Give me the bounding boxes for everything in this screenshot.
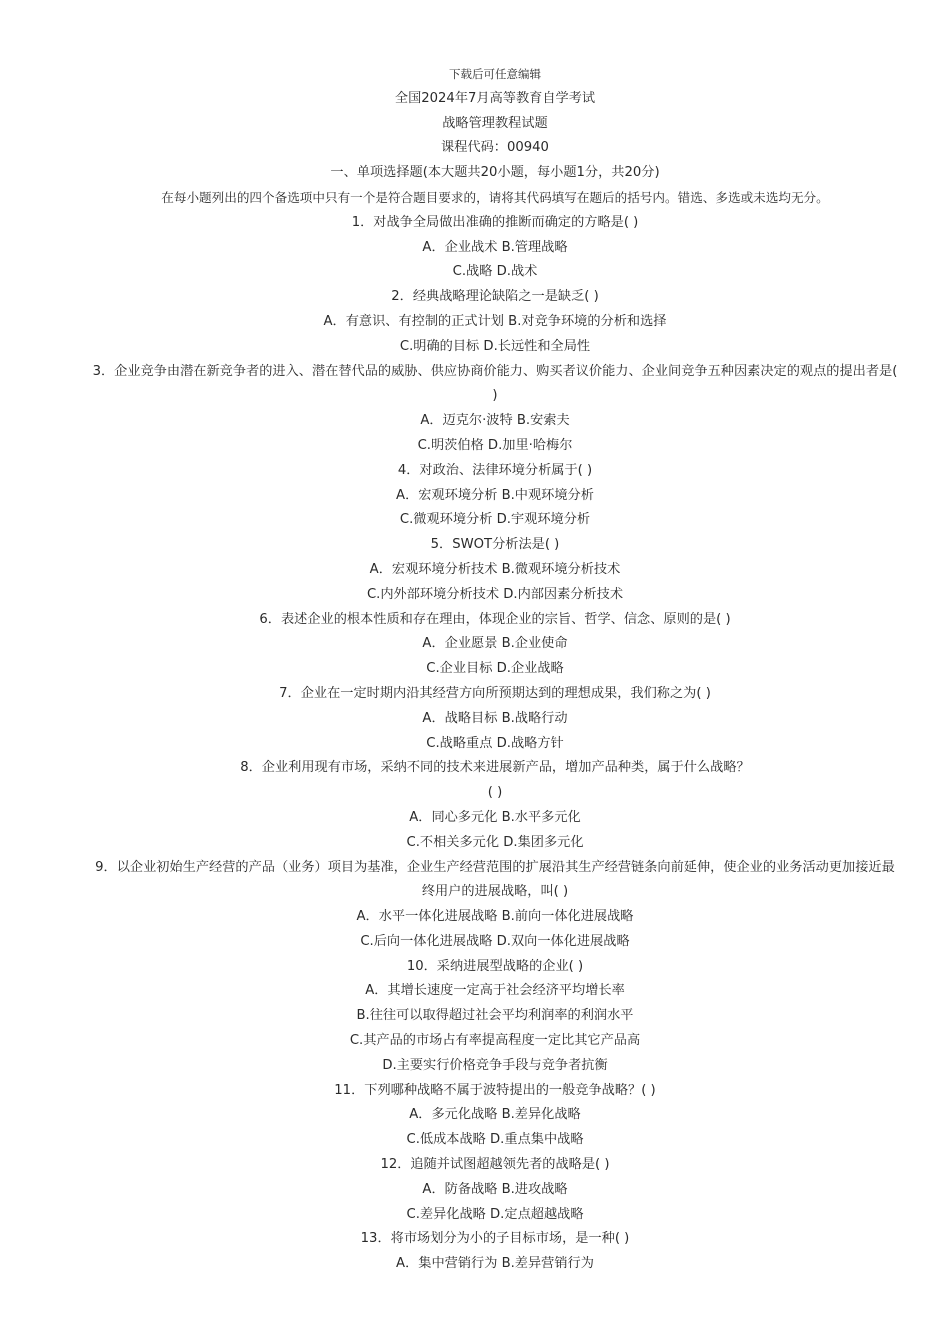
section-heading: 一、单项选择题(本大题共20小题，每小题1分，共20分) xyxy=(330,165,660,181)
question-options: A．多元化战略 B.差异化战略 xyxy=(409,1107,581,1123)
question-options: A．宏观环境分析技术 B.微观环境分析技术 xyxy=(369,561,621,577)
question-options: C.战略 D.战术 xyxy=(452,264,538,280)
exam-title: 全国2024年7月高等教育自学考试 xyxy=(394,90,596,106)
question-options: B.往往可以取得超过社会平均利润率的利润水平 xyxy=(356,1008,634,1024)
subject-title: 战略管理教程试题 xyxy=(442,115,548,131)
question-options: A．企业愿景 B.企业使命 xyxy=(422,636,568,652)
question-stem: 9．以企业初始生产经营的产品（业务）项目为基准，企业生产经营范围的扩展沿其生产经营链条向前延伸，使企业的业务活动更加接近最终用户的进展战略，叫( ) xyxy=(95,859,895,900)
question-stem: 7．企业在一定时期内沿其经营方向所预期达到的理想成果，我们称之为( ) xyxy=(279,685,711,701)
question-stem: 13．将市场划分为小的子目标市场，是一种( ) xyxy=(360,1231,630,1247)
question-options: A．防备战略 B.进攻战略 xyxy=(422,1181,568,1197)
question-options: C.战略重点 D.战略方针 xyxy=(426,735,564,751)
question-options: C.企业目标 D.企业战略 xyxy=(426,661,564,677)
question-options: D.主要实行价格竞争手段与竞争者抗衡 xyxy=(382,1057,608,1073)
question-stem: 2．经典战略理论缺陷之一是缺乏( ) xyxy=(391,289,599,305)
question-stem-continued: ( ) xyxy=(487,785,503,801)
question-options: A．有意识、有控制的正式计划 B.对竞争环境的分析和选择 xyxy=(323,313,667,329)
question-stem: 12．追随并试图超越领先者的战略是( ) xyxy=(380,1157,610,1173)
question-options: A．企业战术 B.管理战略 xyxy=(422,239,568,255)
question-options: A．宏观环境分析 B.中观环境分析 xyxy=(396,487,594,503)
question-options: C.内外部环境分析技术 D.内部因素分析技术 xyxy=(366,586,624,602)
question-options: C.低成本战略 D.重点集中战略 xyxy=(406,1132,584,1148)
question-options: A．其增长速度一定高于社会经济平均增长率 xyxy=(365,983,625,999)
exam-page xyxy=(90,62,900,1277)
question-options: C.差异化战略 D.定点超越战略 xyxy=(406,1206,584,1222)
question-stem: 4．对政治、法律环境分析属于( ) xyxy=(397,462,593,478)
question-options: A．战略目标 B.战略行动 xyxy=(422,710,568,726)
question-options: A．迈克尔·波特 B.安索夫 xyxy=(420,413,570,429)
question-options: A．集中营销行为 B.差异营销行为 xyxy=(396,1256,594,1272)
question-options: C.明确的目标 D.长远性和全局性 xyxy=(399,338,591,354)
question-options: C.微观环境分析 D.宇观环境分析 xyxy=(399,512,591,528)
question-stem: 8．企业利用现有市场，采纳不同的技术来进展新产品，增加产品种类，属于什么战略？ xyxy=(240,760,750,776)
question-stem: 5．SWOT分析法是( ) xyxy=(430,537,560,553)
course-code: 课程代码：00940 xyxy=(441,140,549,156)
question-stem: 10．采纳进展型战略的企业( ) xyxy=(406,958,584,974)
instructions: 在每小题列出的四个备选项中只有一个是符合题目要求的，请将其代码填写在题后的括号内。错选、多选或未选均无分。 xyxy=(161,189,829,205)
question-stem: 6．表述企业的根本性质和存在理由，体现企业的宗旨、哲学、信念、原则的是( ) xyxy=(259,611,731,627)
question-options: C.不相关多元化 D.集团多元化 xyxy=(406,834,584,850)
question-options: C.其产品的市场占有率提高程度一定比其它产品高 xyxy=(349,1033,641,1049)
question-options: C.后向一体化进展战略 D.双向一体化进展战略 xyxy=(360,933,630,949)
question-stem: 1．对战争全局做出准确的推断而确定的方略是( ) xyxy=(351,214,639,230)
download-note: 下载后可任意编辑 xyxy=(449,67,541,81)
question-stem: 3．企业竞争由潜在新竞争者的进入、潜在替代品的威胁、供应协商价能力、购买者议价能力、企业间竞争五种因素决定的观点的提出者是( ) xyxy=(92,363,898,404)
question-options: A．同心多元化 B.水平多元化 xyxy=(409,809,581,825)
question-stem: 11．下列哪种战略不属于波特提出的一般竞争战略？( ) xyxy=(334,1082,656,1098)
question-options: A．水平一体化进展战略 B.前向一体化进展战略 xyxy=(356,909,634,925)
question-options: C.明茨伯格 D.加里·哈梅尔 xyxy=(417,437,573,453)
